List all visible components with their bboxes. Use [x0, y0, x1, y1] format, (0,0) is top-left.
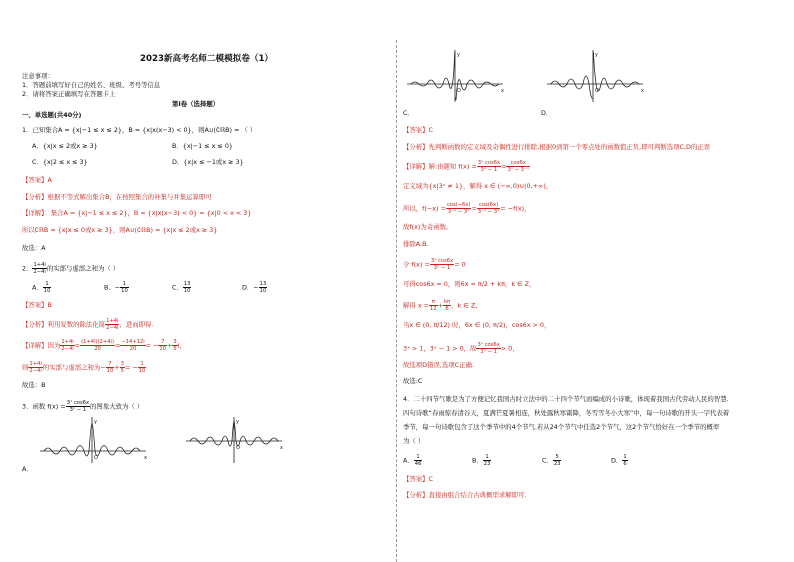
- text: 的图象大致为（ ）: [90, 402, 144, 411]
- page-title: 2023新高考名师二模模拟卷（1）: [140, 54, 274, 64]
- q3-option-a-label: A．: [22, 465, 33, 473]
- text: i，: [177, 341, 186, 350]
- text: =: [471, 204, 477, 213]
- numerator: cos(−6x): [446, 202, 471, 208]
- q2-detail: [22, 339, 186, 352]
- q2-option-d: [242, 281, 267, 294]
- denominator: 2−4i: [29, 368, 42, 374]
- denominator: 3ˣ − 1: [69, 407, 87, 413]
- q1-option-a: A．{x|x ≤ 2或x ≥ 3}: [32, 142, 98, 150]
- numerator: 1: [120, 281, 129, 288]
- text: 【详解】因为: [22, 341, 61, 350]
- text: +: [114, 363, 120, 372]
- numerator: 3ˣ cos6x: [477, 160, 501, 166]
- notes-heading: 注意事项：: [22, 72, 54, 80]
- text: 所以，f(−x) =: [403, 204, 446, 213]
- q4-option-d: [611, 454, 628, 467]
- numerator: 1: [623, 454, 627, 460]
- q2-stem-tail: 的实部与虚部之和为（ ）: [46, 264, 120, 273]
- q1-detail: 【详解】：集合A = {x|−1 ≤ x ≤ 2}，B = {x|x(x−3) < 0} = {x|0 < x < 3}: [22, 209, 252, 217]
- denominator: 12: [429, 306, 437, 312]
- denominator: 46: [414, 461, 422, 467]
- axis-label-x: x: [280, 445, 283, 451]
- numerator: kπ: [443, 299, 451, 305]
- axis-label-x: x: [144, 455, 147, 461]
- numerator: 3ˣ cos6x: [66, 400, 90, 406]
- numerator: 1+4i: [61, 339, 74, 345]
- numerator: cos(6x): [477, 202, 501, 209]
- notes-item: 2．请将答案正确填写在答题卡上: [22, 90, 116, 98]
- q1-detail-2: 所以∁ℝB = {x|x ≤ 0或x ≥ 3}，则A∪(∁ℝB) = {x|x ≤ 2或x ≥ 3}: [22, 226, 218, 234]
- option-label: B．−: [104, 283, 121, 292]
- section-heading: 一、单选题(共40分): [22, 111, 82, 119]
- denominator: 20: [129, 346, 137, 352]
- numerator: 7: [106, 361, 115, 368]
- denominator: 6: [445, 306, 449, 312]
- q3-exclude: 排除A,B.: [403, 240, 429, 248]
- axis-label-y: y: [457, 52, 460, 58]
- text: = 0: [454, 260, 466, 269]
- option-label: D．−: [242, 283, 259, 292]
- denominator: 10: [183, 288, 191, 294]
- text: +: [167, 341, 173, 350]
- text: ，进而即得.: [119, 320, 154, 329]
- left-column: [0, 0, 396, 562]
- axis-label-x: x: [641, 88, 644, 94]
- numerator: 3ˣ cos6x: [430, 258, 454, 264]
- denominator: 5: [173, 346, 177, 352]
- q3-option-d-label: D．: [541, 109, 553, 117]
- numerator: 7: [158, 339, 167, 346]
- q4-answer: 【答案】C: [403, 475, 434, 483]
- graph-option-d: [547, 48, 647, 103]
- text: = −f(x)，: [500, 204, 531, 213]
- q2-detail-2: [22, 361, 146, 374]
- q1-option-c: C．{x|2 ≤ x ≤ 3}: [32, 158, 88, 166]
- q3-odd: [403, 202, 531, 215]
- denominator: 6: [623, 461, 627, 467]
- numerator: 1: [414, 454, 423, 461]
- text: 令 f(x) =: [403, 260, 430, 269]
- numerator: 1: [43, 281, 52, 288]
- denominator: 10: [138, 368, 146, 374]
- q3-domain: 定义域为{x|3ˣ ≠ 1}，解得 x ∈ (−∞,0)∪(0,+∞)，: [403, 182, 553, 190]
- numerator: 1: [483, 454, 492, 461]
- denominator: 5: [120, 368, 124, 374]
- q3-answer: 【答案】C: [403, 126, 434, 134]
- text: 的实部与虚部之和为−: [42, 363, 106, 372]
- right-column: [397, 0, 794, 562]
- denominator: 20: [94, 346, 101, 352]
- denominator: 3ˣ − 1: [480, 349, 497, 355]
- numerator: 1+4i: [29, 361, 42, 367]
- numerator: 3: [173, 339, 177, 345]
- option-label: B．: [472, 456, 483, 465]
- q2-option-c: [172, 281, 191, 294]
- text: 3．函数 f(x) =: [22, 402, 66, 411]
- numerator: (1+4i)(2+4i): [81, 339, 114, 345]
- denominator: 10: [106, 368, 114, 374]
- q4-stem-line-2: 四句诗歌“春雨惊春清谷天，夏满芒夏暑相连，秋处露秋寒霜降，冬雪雪冬小大寒”中，每一句诗歌的开头一字代表着: [403, 409, 730, 417]
- q3-odd-conclusion: 故f(x)为奇函数,: [403, 223, 449, 231]
- q4-option-a: [403, 454, 422, 467]
- q3-analysis: 【分析】先判断函数的定义域及奇偶性进行排除,根据0到第一个零点处的函数值正负,即可判断选项C,D的正误: [403, 143, 711, 151]
- numerator: 3ˣ cos6x: [477, 342, 500, 348]
- q2-answer: 【答案】B: [22, 301, 52, 309]
- origin-label: O: [94, 455, 98, 461]
- denominator: 10: [259, 288, 267, 294]
- option-label: A．: [403, 456, 414, 465]
- numerator: 3: [120, 361, 124, 367]
- numerator: cos6x: [506, 160, 530, 167]
- numerator: 5: [553, 454, 562, 461]
- q4-analysis: 【分析】直接由组合结合古典概型求解即可.: [403, 491, 527, 499]
- q4-option-b: [472, 454, 491, 467]
- q3-select: 故选项D错误,选项C正确.: [403, 361, 474, 369]
- graph-option-b: [186, 415, 296, 465]
- text: +: [437, 301, 443, 310]
- q3-option-c-label: C．: [403, 109, 414, 117]
- text: 则: [22, 363, 29, 372]
- part-heading: 第I卷（选择题）: [172, 100, 220, 108]
- q2-conclusion: 故选：B: [22, 381, 46, 389]
- denominator: 2−4i: [61, 346, 74, 352]
- numerator: 1+4i: [106, 318, 119, 324]
- axis-label-y: y: [94, 419, 97, 425]
- numerator: 13: [183, 281, 191, 287]
- q3-ineq: [403, 342, 519, 355]
- graph-option-a: [40, 415, 150, 465]
- axis-label-y: y: [236, 419, 239, 425]
- q3-detail: [403, 160, 530, 173]
- text: =: [501, 162, 507, 171]
- q2-number: 2．: [22, 264, 33, 273]
- q3-conclusion: 故选:C: [403, 377, 423, 385]
- q1-option-d: D．{x|x ≤ −1或x ≥ 3}: [172, 158, 244, 166]
- axis-label-x: x: [501, 88, 504, 94]
- text: = −: [124, 363, 138, 372]
- denominator: 10: [121, 288, 128, 294]
- text: =: [114, 341, 121, 350]
- q3-solve: [403, 299, 482, 312]
- q3-cos-line: 可得cos6x = 0，则6x = π/2 + kπ，k ∈ Z，: [403, 280, 536, 288]
- q2-analysis: [22, 318, 153, 331]
- q1-answer: 【答案】A: [22, 176, 52, 184]
- text: 解得 x =: [403, 301, 429, 310]
- q2-option-b: [104, 281, 129, 294]
- q4-stem-line-3: 季节，每一句诗歌包含了这个季节中的4个节气.若从24个节气中任选2个节气，这2个节气恰好在一个季节的概率: [403, 423, 720, 431]
- numerator: 1: [138, 361, 147, 368]
- denominator: 3ˣ − 1: [433, 265, 451, 271]
- graph-option-c: [407, 48, 507, 103]
- numerator: 13: [259, 281, 267, 287]
- option-label: A．: [32, 283, 43, 292]
- numerator: 1+4i: [33, 262, 46, 268]
- axis-label-y: y: [595, 52, 598, 58]
- q2-stem: [22, 262, 119, 275]
- denominator: 3ˣ − 1: [480, 167, 498, 173]
- numerator: π: [429, 299, 438, 306]
- text: ，k ∈ Z，: [451, 301, 482, 310]
- q1-option-b: B．{x|−1 ≤ x ≤ 0}: [172, 142, 233, 150]
- text: =: [74, 341, 81, 350]
- denominator: 2−4i: [33, 269, 46, 275]
- q3-zero: [403, 258, 466, 271]
- q3-stem: [22, 400, 143, 413]
- denominator: 23: [483, 461, 491, 467]
- text: 【分析】利用复数的除法化简: [22, 320, 106, 329]
- q1-stem: 1．已知集合A = {x|−1 ≤ x ≤ 2}，B = {x|x(x−3) < 0}，则A∪(∁ℝB) = （ ）: [22, 126, 257, 134]
- denominator: 3⁻ˣ − 3ˣ: [447, 209, 470, 215]
- option-label: C．: [172, 283, 183, 292]
- text: = −: [145, 341, 159, 350]
- denominator: 3ˣ − 3⁻ˣ: [507, 167, 530, 173]
- origin-label: O: [457, 88, 461, 94]
- numerator: −14+12i: [121, 339, 145, 345]
- q1-analysis: 【分析】根据不等式解出集合B，在按照集合的补集与并集运算即可: [22, 193, 212, 201]
- text: 3ˣ > 1，3ˣ − 1 > 0，故: [403, 344, 477, 353]
- q4-option-c: [542, 454, 561, 467]
- origin-label: O: [595, 88, 599, 94]
- q2-fraction: [32, 262, 46, 275]
- option-label: D．: [611, 456, 623, 465]
- q4-stem-line-4: 为（ ）: [403, 437, 425, 445]
- denominator: 10: [43, 288, 51, 294]
- option-label: C．: [542, 456, 553, 465]
- denominator: 23: [553, 461, 561, 467]
- q4-stem-line-1: 4．二十四节气歌是为了方便记忆我国古时立法中的二十四个节气而编成的小诗歌，体现着我国古代劳动人民的智慧.: [403, 395, 729, 403]
- q2-option-a: [32, 281, 51, 294]
- q3-when: 当x ∈ (0, π/12) 时，6x ∈ (0, π/2)，cos6x > 0，: [403, 321, 551, 329]
- q1-conclusion: 故选：A: [22, 244, 46, 252]
- denominator: 3⁻ˣ − 3ˣ: [477, 209, 500, 215]
- notes-item: 1．答题前填写好自己的姓名、班级、考号等信息: [22, 81, 161, 89]
- denominator: 10: [159, 346, 167, 352]
- text: > 0，: [500, 344, 519, 353]
- text: 【详解】解:由题知 f(x) =: [403, 162, 477, 171]
- denominator: 2−4i: [106, 325, 119, 331]
- origin-label: O: [236, 445, 240, 451]
